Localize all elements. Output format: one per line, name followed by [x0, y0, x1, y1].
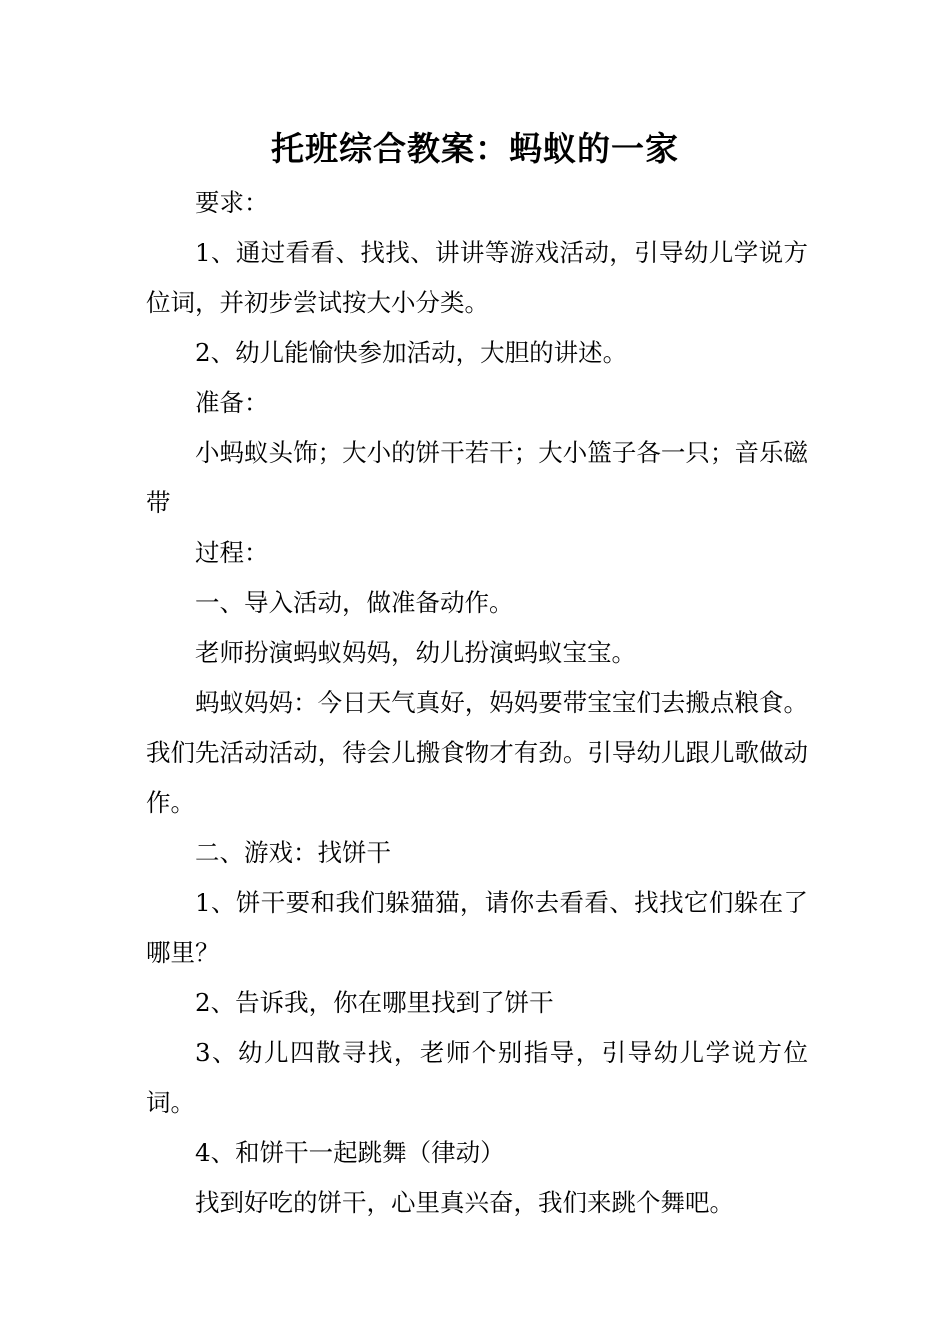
game-item-1: 1、饼干要和我们躲猫猫，请你去看看、找找它们躲在了哪里？ — [146, 888, 808, 967]
process-step-2-heading: 二、游戏：找饼干 — [195, 838, 391, 867]
game-item-3: 3、幼儿四散寻找，老师个别指导，引导幼儿学说方位词。 — [146, 1038, 808, 1117]
process-step-1-dialogue: 蚂蚁妈妈：今日天气真好，妈妈要带宝宝们去搬点粮食。我们先活动活动，待会儿搬食物才有劲。引导幼儿跟儿歌做动作。 — [146, 688, 808, 817]
document-title: 托班综合教案：蚂蚁的一家 — [271, 129, 679, 168]
document-body — [146, 178, 808, 1228]
preparation-materials: 小蚂蚁头饰；大小的饼干若干；大小篮子各一只；音乐磁带 — [146, 438, 808, 517]
heading-process: 过程： — [195, 538, 269, 567]
process-step-1-heading: 一、导入活动，做准备动作。 — [195, 588, 514, 617]
requirement-item-1: 1、通过看看、找找、讲讲等游戏活动，引导幼儿学说方位词，并初步尝试按大小分类。 — [146, 238, 808, 317]
game-item-4: 4、和饼干一起跳舞（律动） — [195, 1138, 505, 1167]
heading-requirements: 要求： — [195, 188, 269, 217]
heading-preparation: 准备： — [195, 388, 269, 417]
process-step-1-roles: 老师扮演蚂蚁妈妈，幼儿扮演蚂蚁宝宝。 — [195, 638, 636, 667]
requirement-item-2: 2、幼儿能愉快参加活动，大胆的讲述。 — [195, 338, 628, 367]
game-item-4-detail: 找到好吃的饼干，心里真兴奋，我们来跳个舞吧。 — [195, 1188, 734, 1217]
game-item-2: 2、告诉我，你在哪里找到了饼干 — [195, 988, 554, 1017]
